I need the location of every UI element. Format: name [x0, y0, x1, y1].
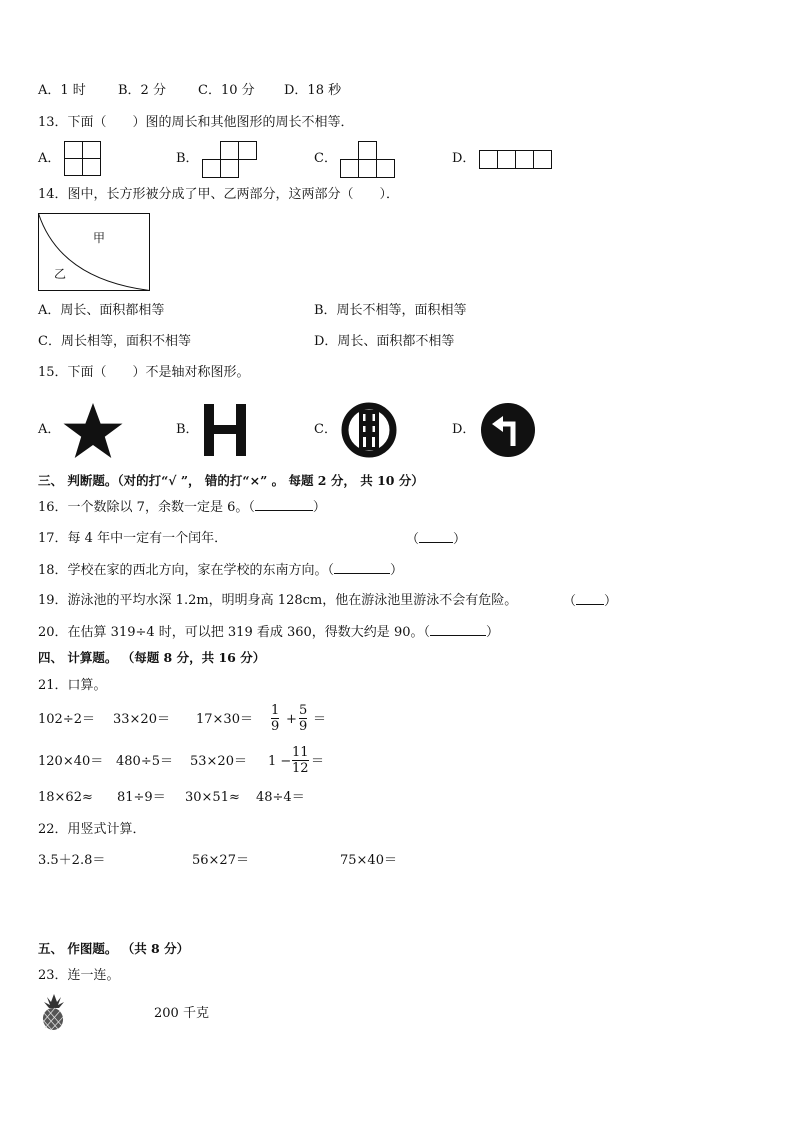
q20-text: 20．在估算 319÷4 时，可以把 319 看成 360，得数大约是 90。（ — [38, 625, 430, 640]
q19-open: （ — [563, 594, 577, 609]
q21-r2-c1: 120×40＝ — [38, 754, 104, 769]
q21-stem: 21．口算。 — [38, 678, 107, 693]
fraction-denominator: 9 — [299, 719, 308, 734]
q21-fraction-five-ninths — [299, 703, 307, 734]
q13-option-c: C． — [314, 151, 337, 166]
q21-r1-c1: 102÷2＝ — [38, 712, 95, 727]
q12-option-b: B．2 分 — [118, 83, 166, 98]
q21-r1-c3: 17×30＝ — [196, 712, 253, 727]
q17-answer-blank[interactable] — [419, 531, 453, 543]
star-icon — [62, 402, 124, 460]
q16 — [38, 499, 326, 516]
q21-r2-c2: 480÷5＝ — [116, 754, 173, 769]
section5-title: 五、 作图题。 （共 8 分） — [38, 941, 190, 956]
q22-item-1: 3.5＋2.8＝ — [38, 853, 106, 868]
section4-title: 四、 计算题。 （每题 8 分，共 16 分） — [38, 650, 266, 665]
q13-figure-c-t-shape — [340, 141, 398, 179]
q22-stem: 22．用竖式计算． — [38, 822, 146, 837]
q21-r2-eq: ＝ — [311, 754, 325, 769]
q13-stem: 13．下面（ ）图的周长和其他图形的周长不相等． — [38, 115, 354, 130]
letter-h-icon — [204, 404, 246, 456]
q23-weight-label: 200 千克 — [154, 1006, 209, 1021]
q19-answer — [563, 593, 617, 610]
q15-option-d: D． — [452, 422, 476, 437]
turn-left-sign-icon — [480, 402, 536, 458]
q15-option-b: B． — [176, 422, 199, 437]
q16-close: ） — [312, 500, 326, 515]
q14-label-jia: 甲 — [93, 231, 106, 245]
q21-fraction-one-ninth — [271, 703, 279, 734]
q12-option-a: A．1 时 — [38, 83, 86, 98]
q19-text: 19．游泳池的平均水深 1.2m，明明身高 128cm，他在游泳池里游泳不会有危险。 — [38, 593, 518, 608]
q13-option-b: B． — [176, 151, 199, 166]
q21-r1-eq: ＝ — [313, 712, 327, 727]
q13-figure-a-square-grid — [64, 141, 102, 177]
q17-close: ） — [453, 532, 467, 547]
q12-option-c: C．10 分 — [198, 83, 255, 98]
q17-open: （ — [406, 532, 420, 547]
q20-answer-blank[interactable] — [430, 624, 486, 636]
q14-option-a: A．周长、面积都相等 — [38, 303, 165, 318]
fraction-numerator: 1 — [271, 703, 280, 718]
q23-stem: 23．连一连。 — [38, 968, 120, 983]
q21-fraction-eleven-twelfths — [292, 745, 309, 776]
q21-r3-c2: 81÷9＝ — [117, 790, 166, 805]
q15-option-c: C． — [314, 422, 337, 437]
q14-option-b: B．周长不相等，面积相等 — [314, 303, 467, 318]
q22-item-2: 56×27＝ — [192, 853, 249, 868]
q22-item-3: 75×40＝ — [340, 853, 397, 868]
fraction-numerator: 5 — [299, 703, 308, 718]
q18-close: ） — [390, 563, 404, 578]
section3-title: 三、 判断题。（对的打“√ ”， 错的打“×” 。 每题 2 分， 共 10 分） — [38, 473, 424, 488]
q19-answer-blank[interactable] — [576, 593, 604, 605]
q21-r3-c3: 30×51≈ — [185, 790, 240, 805]
q21-r2-c3: 53×20＝ — [190, 754, 247, 769]
q21-r1-c2: 33×20＝ — [113, 712, 170, 727]
q14-option-c: C．周长相等，面积不相等 — [38, 334, 191, 349]
q12-option-d: D．18 秒 — [284, 83, 342, 98]
pineapple-icon — [38, 993, 70, 1031]
q18-answer-blank[interactable] — [334, 562, 390, 574]
q21-plus: + — [286, 712, 297, 727]
fraction-denominator: 9 — [271, 719, 280, 734]
q18-text: 18．学校在家的西北方向，家在学校的东南方向。（ — [38, 563, 335, 578]
q14-option-d: D．周长、面积都不相等 — [314, 334, 455, 349]
bank-logo-icon — [341, 402, 397, 458]
q14-label-yi: 乙 — [54, 267, 67, 281]
q19-close: ） — [604, 594, 618, 609]
q21-r2-whole: 1 − — [268, 754, 292, 769]
q13-option-d: D． — [452, 151, 476, 166]
q17-text: 17．每 4 年中一定有一个闰年． — [38, 531, 228, 546]
q17-answer — [406, 531, 466, 548]
q14-stem: 14．图中，长方形被分成了甲、乙两部分，这两部分（ ）． — [38, 187, 400, 202]
q16-text: 16．一个数除以 7，余数一定是 6。（ — [38, 500, 255, 515]
q16-answer-blank[interactable] — [255, 499, 313, 511]
q13-option-a: A． — [38, 151, 61, 166]
q13-figure-b-step-shape — [202, 141, 260, 179]
q21-r3-c4: 48÷4＝ — [256, 790, 305, 805]
fraction-denominator: 12 — [292, 761, 309, 776]
q15-option-a: A． — [38, 422, 61, 437]
q18 — [38, 562, 403, 579]
fraction-numerator: 11 — [292, 745, 309, 760]
q20 — [38, 624, 499, 641]
q13-figure-d-row-shape — [479, 150, 555, 170]
q21-r3-c1: 18×62≈ — [38, 790, 93, 805]
q20-close: ） — [485, 625, 499, 640]
q15-stem: 15．下面（ ）不是轴对称图形。 — [38, 365, 250, 380]
